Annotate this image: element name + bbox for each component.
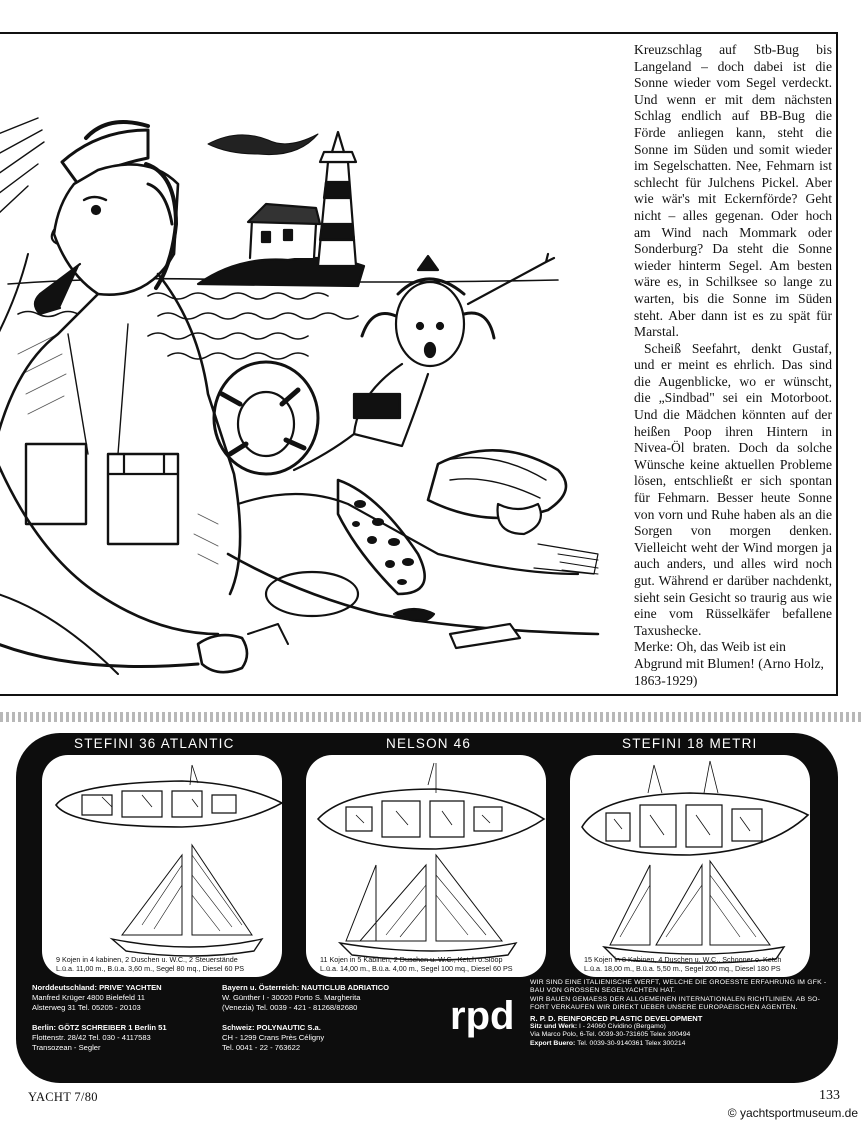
model-title-stefini-36: STEFINI 36 ATLANTIC	[74, 736, 235, 751]
spec-line: 15 Kojen in 8 Kabinen, 4 Duschen u. W.C., Schooner o. Ketch	[584, 955, 782, 964]
model-title-nelson-46: NELSON 46	[386, 736, 472, 751]
article-paragraph: Scheiß Seefahrt, denkt Gustaf, und er meint es ehrlich. Das sind die Augenblicke, wo er wünscht, die „Sindbad" sei ein Motorboot. Und die Mädchen könnten auf der heißen Poop ihren Hintern in Nivea-Öl braten. Doch da solche Wünsche keine aktuellen Probleme lösen, entschließt er sich spontan für Fehmarn. Besser heute Sonne von vorn und Ruhe haben als an die Sorgen von morgen denken. Vielleicht weht der Wind morgen ja auch anders, und alles wird noch gut. Während er darüber nachdenkt, sieht sein Gesicht so traurig aus wie eine vom Rüsselkäfer befallene Taxushecke.	[634, 340, 832, 638]
dealer-line: Alsterweg 31 Tel. 05205 - 20103	[32, 1003, 141, 1012]
dealer-bayern	[222, 983, 389, 1013]
dealer-region: Norddeutschland: PRIVE' YACHTEN	[32, 983, 162, 992]
spec-line: L.ü.a. 11,00 m., B.ü.a. 3,60 m., Segel 80 mq., Diesel 60 PS	[56, 964, 245, 973]
rpd-company-info	[530, 979, 830, 1048]
model-spec-nelson-46	[320, 955, 540, 973]
cartoon-illustration	[0, 34, 624, 694]
dealer-norddeutschland	[32, 983, 162, 1013]
dealer-region: Schweiz: POLYNAUTIC S.a.	[222, 1023, 321, 1032]
model-spec-stefini-18	[584, 955, 804, 973]
model-spec-stefini-36	[56, 955, 276, 973]
separator-rule	[0, 712, 864, 722]
page-number: 133	[819, 1088, 840, 1103]
lying-woman	[238, 450, 598, 594]
skipper-figure	[0, 122, 288, 674]
dealer-line: (Venezia) Tel. 0039 - 421 - 81268/82680	[222, 1003, 358, 1012]
model-panel-nelson-46	[306, 755, 546, 977]
lighthouse-island	[198, 132, 364, 286]
spec-line: L.ü.a. 14,00 m., B.ü.a. 4,00 m., Segel 100 mq., Diesel 60 PS	[320, 964, 513, 973]
magazine-issue: YACHT 7/80	[28, 1090, 98, 1104]
dealer-line: W. Günther I - 30020 Porto S. Margherita	[222, 993, 361, 1002]
rpd-sitz-label: Sitz und Werk:	[530, 1023, 578, 1031]
dealer-region: Bayern u. Österreich: NAUTICLUB ADRIATICO	[222, 983, 390, 992]
spec-line: 11 Kojen in 5 Kabinen, 2 Duschen u. W.C., Ketch o.Sloop	[320, 955, 503, 964]
dealer-line: Flottenstr. 28/42 Tel. 030 - 4117583	[32, 1033, 151, 1042]
article-frame	[0, 32, 838, 696]
dealer-line: CH - 1299 Crans Près Céligny	[222, 1033, 325, 1042]
model-panel-stefini-36	[42, 755, 282, 977]
dealer-line: Transozean - Segler	[32, 1043, 101, 1052]
copyright-watermark: © yachtsportmuseum.de	[727, 1106, 858, 1120]
article-quote: Merke: Oh, das Weib ist ein Abgrund mit Blumen! (Arno Holz, 1863-1929)	[634, 639, 824, 688]
article-paragraph: Kreuzschlag auf Stb-Bug bis Langeland – doch dabei ist die Sonne wieder vom Segel verdeckt. Und wenn er mit dem nächsten Schlag endlich auf BB-Bug die Förde anliegen kann, steht die Sonne im Süden und somit wieder im Segelschatten. Nee, Fehmarn ist schlecht für Julchens Pickel. Aber wie wär's mit Eckernförde? Geht nicht – alles gegenan. Oder hoch am Wind nach Mommark oder Sonderburg? Da steht die Sonne wieder hinterm Segel. Am besten wäre es, in Schilksee so lange zu warten, bis die Sonne im Süden steht. Aber dann ist es zu spät für Marstal.	[634, 42, 832, 340]
dealer-line: Manfred Krüger 4800 Bielefeld 11	[32, 993, 145, 1002]
rpd-claim: WIR SIND EINE ITALIENISCHE WERFT, WELCHE DIE GROESSTE ERFAHRUNG IM GFK - BAU VON GROSSEN SEGELYACHTEN HAT.	[530, 979, 827, 995]
model-title-stefini-18: STEFINI 18 METRI	[622, 736, 758, 751]
sea-waves	[8, 279, 558, 359]
rpd-export-label: Export Buero:	[530, 1039, 576, 1047]
rpd-export: Tel. 0039-30-9140361 Telex 300214	[577, 1039, 686, 1047]
rpd-claim: WIR BAUEN GEMAESS DER ALLGEMEINEN INTERNATIONALEN RICHTLINIEN. AB SO- FORT VERKAUFEN WIR DIREKT UEBER UNSERE EUROPAEISCHEN AGENTEN.	[530, 995, 821, 1012]
yacht-plan-drawing	[570, 755, 810, 977]
rpd-company-name: R. P. D. REINFORCED PLASTIC DEVELOPMENT	[530, 1013, 703, 1023]
rpd-sitz: I - 24060 Cividino (Bergamo)	[578, 1023, 666, 1031]
dealer-region: Berlin: GÖTZ SCHREIBER 1 Berlin 51	[32, 1023, 167, 1032]
spec-line: 9 Kojen in 4 kabinen, 2 Duschen u. W.C., 2 Steuerstände	[56, 955, 238, 964]
dealer-berlin	[32, 1023, 167, 1053]
article-text	[634, 42, 832, 689]
model-panel-stefini-18	[570, 755, 810, 977]
dealer-schweiz	[222, 1023, 324, 1053]
spec-line: L.ü.a. 18,00 m., B.ü.a. 5,50 m., Segel 200 mq., Diesel 180 PS	[584, 964, 781, 973]
yacht-plan-drawing	[306, 755, 546, 977]
dealer-line: Tel. 0041 - 22 - 763622	[222, 1043, 301, 1052]
yacht-plan-drawing	[42, 755, 282, 977]
rpd-address: Via Marco Polo, 6-Tel. 0039-30-731605 Telex 300494	[530, 1031, 691, 1039]
logo-text: rpd	[450, 994, 515, 1038]
rpd-advertisement	[16, 733, 838, 1083]
rpd-logo	[446, 981, 526, 1051]
